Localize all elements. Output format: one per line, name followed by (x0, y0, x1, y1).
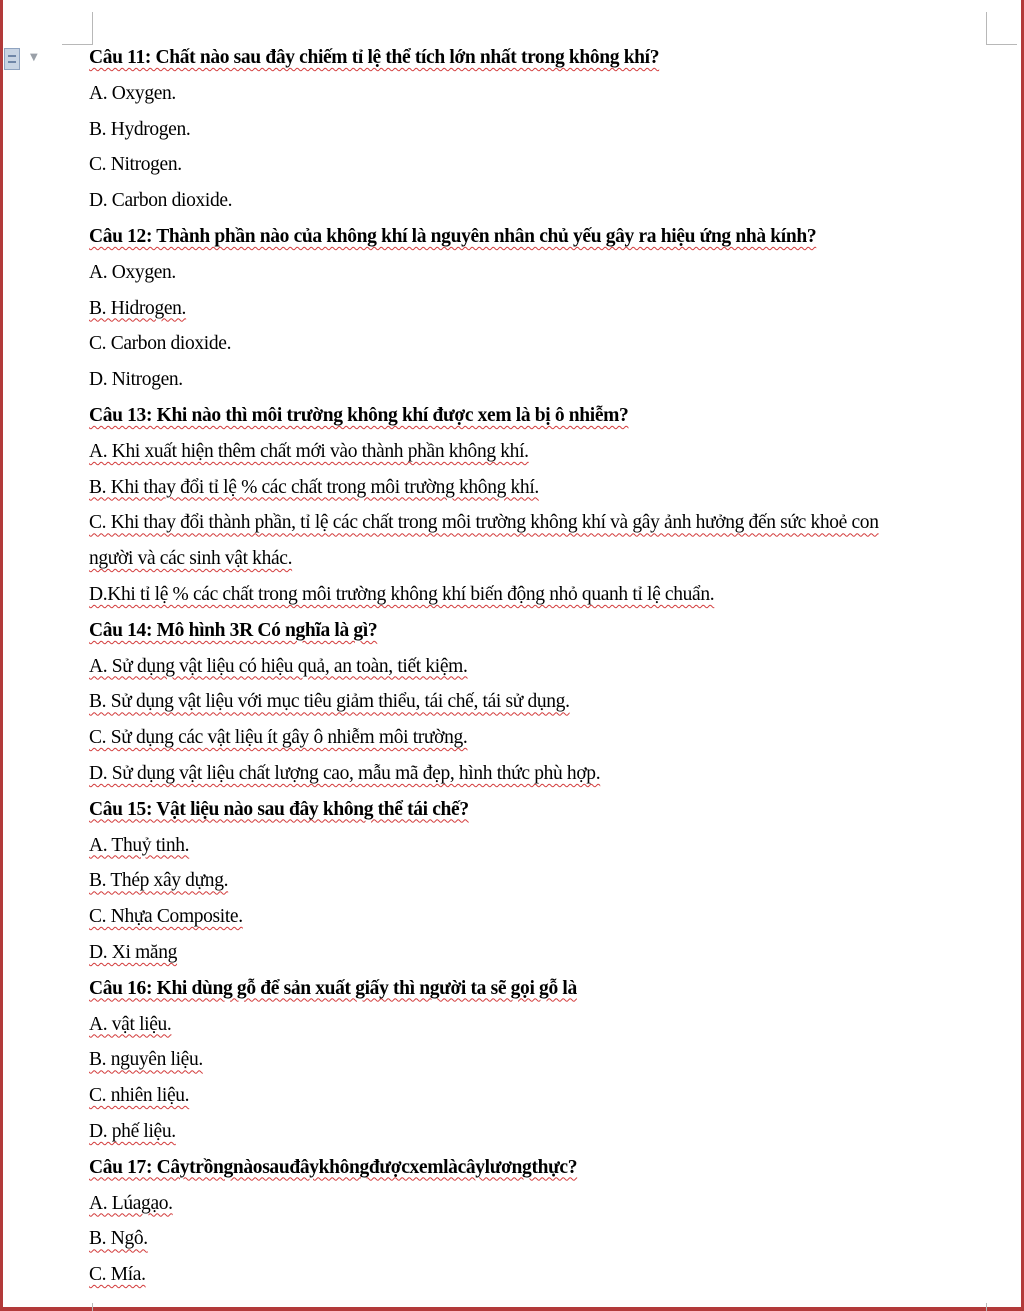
question-title: Câu 14: Mô hình 3R Có nghĩa là gì? (89, 619, 378, 641)
answer-option: A. Sử dụng vật liệu có hiệu quả, an toàn, tiết kiệm. (89, 655, 468, 677)
answer-option-continuation: người và các sinh vật khác. (89, 548, 293, 570)
margin-corner-bottom-right (986, 1303, 1017, 1311)
dropdown-arrow-icon[interactable]: ▼ (30, 52, 38, 63)
answer-option: A. Oxygen. (89, 261, 176, 283)
question-12 (89, 219, 1004, 398)
question-14 (89, 613, 1004, 792)
answer-option: C. Mía. (89, 1264, 146, 1286)
paste-options-icon[interactable] (4, 48, 20, 70)
answer-option: C. Sử dụng các vật liệu ít gây ô nhiễm môi trường. (89, 727, 468, 749)
answer-option: A. Khi xuất hiện thêm chất mới vào thành phần không khí. (89, 440, 529, 462)
answer-option: B. Hydrogen. (89, 118, 191, 140)
answer-option: B. nguyên liệu. (89, 1049, 203, 1071)
answer-option: B. Sử dụng vật liệu với mục tiêu giảm thiểu, tái chế, tái sử dụng. (89, 691, 570, 713)
question-17 (89, 1150, 1004, 1293)
question-title: Câu 16: Khi dùng gỗ để sản xuất giấy thì người ta sẽ gọi gỗ là (89, 977, 577, 999)
answer-option: C. Carbon dioxide. (89, 333, 232, 355)
answer-option: C. Nhựa Composite. (89, 906, 243, 928)
margin-corner-bottom-left (62, 1303, 93, 1311)
answer-option: B. Khi thay đổi tỉ lệ % các chất trong môi trường không khí. (89, 476, 539, 498)
answer-option: A. vật liệu. (89, 1013, 172, 1035)
answer-option: C. nhiên liệu. (89, 1085, 190, 1107)
answer-option: C. Nitrogen. (89, 154, 182, 176)
question-title: Câu 13: Khi nào thì môi trường không khí được xem là bị ô nhiễm? (89, 404, 629, 426)
answer-option: D. Sử dụng vật liệu chất lượng cao, mẫu mã đẹp, hình thức phù hợp. (89, 762, 601, 784)
question-title: Câu 15: Vật liệu nào sau đây không thể tái chế? (89, 798, 469, 820)
answer-option: C. Khi thay đổi thành phần, tỉ lệ các chất trong môi trường không khí và gây ảnh hưởng đến sức khoẻ con (89, 512, 879, 534)
document-page[interactable] (89, 40, 1004, 1293)
answer-option: A. Lúagạo. (89, 1192, 173, 1214)
answer-option: A. Thuỷ tinh. (89, 834, 190, 856)
question-title: Câu 17: Câytrồngnàosauđâykhôngđượcxemlàcâylươngthực? (89, 1156, 578, 1178)
answer-option: D.Khi tỉ lệ % các chất trong môi trường không khí biến động nhỏ quanh tỉ lệ chuẩn. (89, 583, 715, 605)
answer-option: D. Nitrogen. (89, 369, 183, 391)
answer-option: D. Carbon dioxide. (89, 190, 233, 212)
answer-option: D. Xi măng (89, 941, 178, 963)
window-frame-bottom (0, 1307, 1024, 1311)
question-11 (89, 40, 1004, 219)
window-frame-left (0, 0, 3, 1311)
answer-option: D. phế liệu. (89, 1120, 176, 1142)
answer-option: B. Hidrogen. (89, 297, 187, 319)
answer-option: B. Thép xây dựng. (89, 870, 229, 892)
question-13 (89, 398, 1004, 613)
question-title: Câu 11: Chất nào sau đây chiếm tỉ lệ thể tích lớn nhất trong không khí? (89, 47, 660, 68)
question-15 (89, 792, 1004, 971)
answer-option: A. Oxygen. (89, 82, 176, 104)
question-16 (89, 971, 1004, 1150)
question-title: Câu 12: Thành phần nào của không khí là nguyên nhân chủ yếu gây ra hiệu ứng nhà kính? (89, 225, 817, 247)
answer-option: B. Ngô. (89, 1228, 148, 1250)
